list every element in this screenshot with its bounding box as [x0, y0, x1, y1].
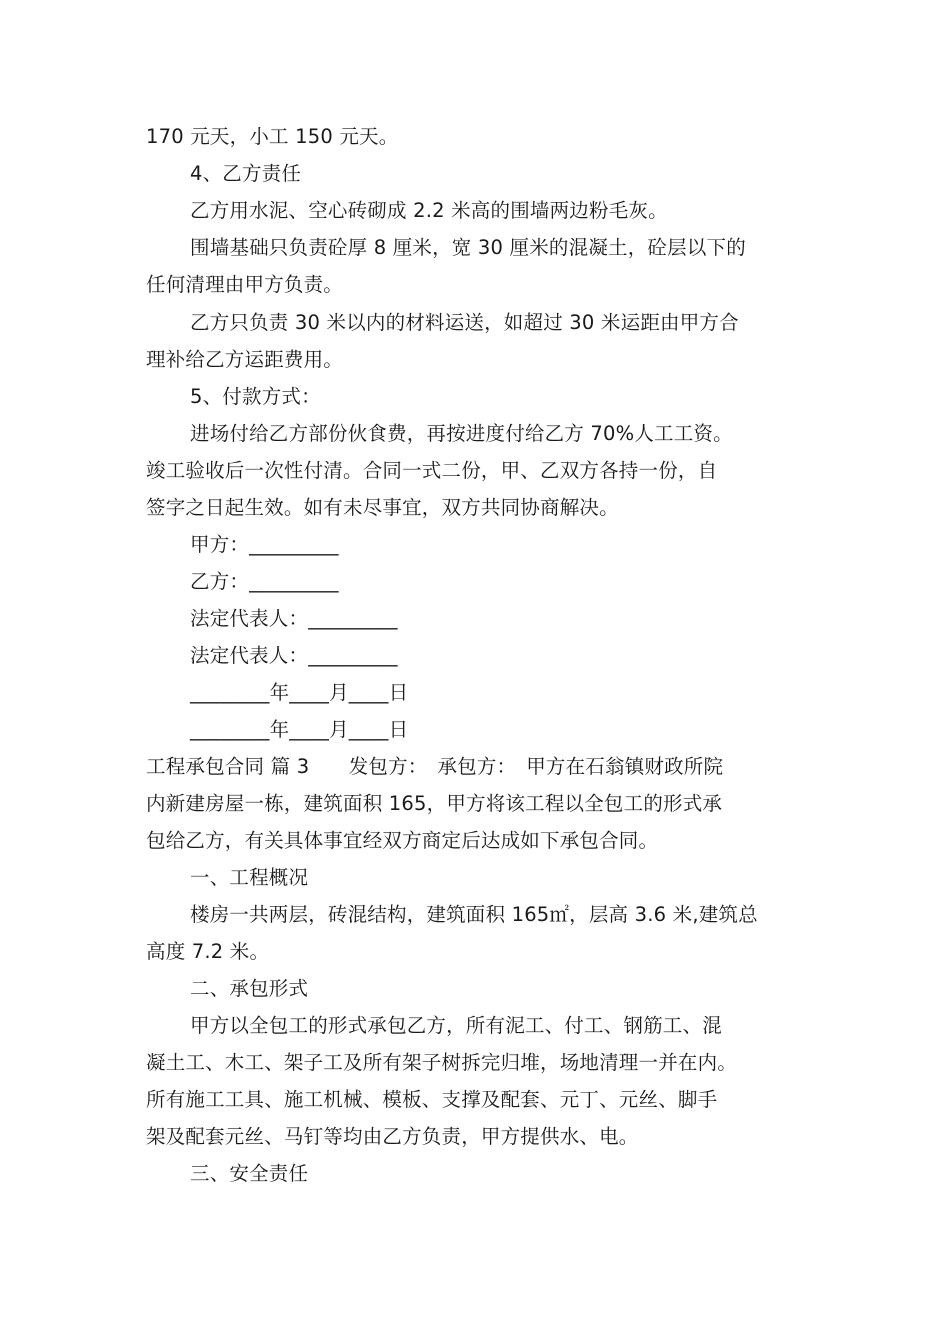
- text-line: 乙方只负责 30 米以内的材料运送，如超过 30 米运距由甲方合: [190, 311, 739, 334]
- signature-line-party-b: 乙方：_________: [190, 570, 339, 593]
- signature-line-party-a: 甲方：_________: [190, 533, 339, 556]
- section-heading: 一、工程概况: [190, 866, 309, 889]
- text-line: 包给乙方，有关具体事宜经双方商定后达成如下承包合同。: [146, 829, 659, 852]
- text-line: 乙方用水泥、空心砖砌成 2.2 米高的围墙两边粉毛灰。: [190, 199, 668, 222]
- signature-line-representative: 法定代表人：_________: [190, 607, 398, 630]
- text-line: 甲方以全包工的形式承包乙方，所有泥工、付工、钢筋工、混: [190, 1014, 722, 1037]
- text-line: 进场付给乙方部份伙食费，再按进度付给乙方 70%人工工资。: [190, 422, 733, 445]
- text-line: 围墙基础只负责砼厚 8 厘米，宽 30 厘米的混凝土，砼层以下的: [190, 236, 746, 259]
- section-heading: 5、付款方式：: [190, 385, 321, 408]
- text-line: 内新建房屋一栋，建筑面积 165，甲方将该工程以全包工的形式承: [146, 792, 723, 815]
- text-line: 凝土工、木工、架子工及所有架子树拆完归堆，场地清理一并在内。: [146, 1051, 738, 1074]
- date-line: ________年____月____日: [190, 681, 409, 704]
- text-line: 架及配套元丝、马钉等均由乙方负责，甲方提供水、电。: [146, 1125, 639, 1148]
- section-heading: 二、承包形式: [190, 977, 309, 1000]
- text-line: 所有施工工具、施工机械、模板、支撑及配套、元丁、元丝、脚手: [146, 1088, 718, 1111]
- text-line: 理补给乙方运距费用。: [146, 348, 344, 371]
- text-line: 竣工验收后一次性付清。合同一式二份，甲、乙双方各持一份，自: [146, 459, 718, 482]
- text-line: 签字之日起生效。如有未尽事宜，双方共同协商解决。: [146, 496, 619, 519]
- text-line: 任何清理由甲方负责。: [146, 273, 344, 296]
- section-heading: 4、乙方责任: [190, 162, 302, 185]
- date-line: ________年____月____日: [190, 718, 409, 741]
- section-heading: 三、安全责任: [190, 1162, 309, 1185]
- signature-line-representative: 法定代表人：_________: [190, 644, 398, 667]
- text-line: 170 元天，小工 150 元天。: [146, 125, 399, 148]
- text-line: 楼房一共两层，砖混结构，建筑面积 165㎡，层高 3.6 米,建筑总: [190, 903, 758, 926]
- contract-title-line: 工程承包合同 篇 3 发包方： 承包方： 甲方在石翁镇财政所院: [146, 755, 724, 778]
- text-line: 高度 7.2 米。: [146, 940, 270, 963]
